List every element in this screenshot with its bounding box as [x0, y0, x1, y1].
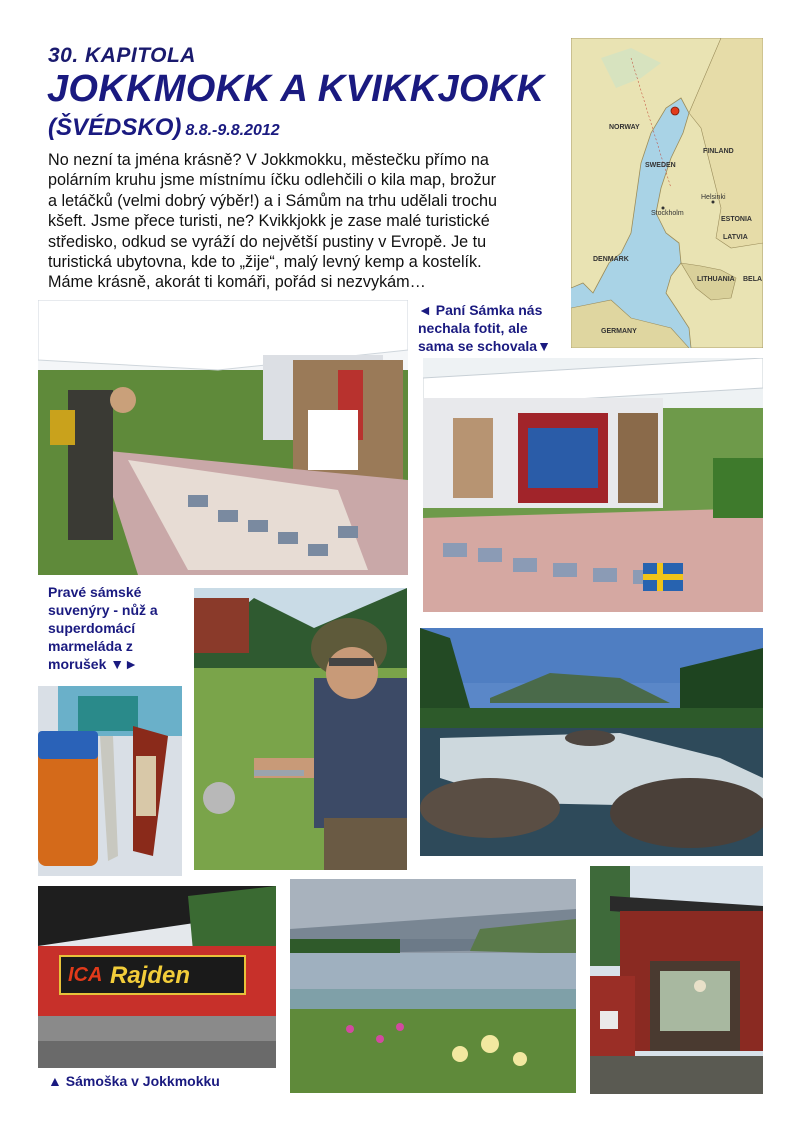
intro-line: Máme krásně, akorát ti komáři, pořád si nezvykám…: [48, 273, 426, 292]
photo-jam-and-knife: [38, 686, 182, 876]
photo-market-stall: [38, 300, 408, 575]
photo-lake-flowers: [290, 879, 576, 1093]
date-range: 8.8.-9.8.2012: [185, 122, 280, 139]
caption-souvenirs: Pravé sámské suvenýry - nůž a superdomácí marmeláda z morušek ▼►: [48, 584, 158, 672]
photo-store-sign: [38, 886, 276, 1068]
map-label-helsinki: Helsinki: [701, 194, 726, 201]
map-label-lithuania: LITHUANIA: [697, 276, 735, 283]
map-label-estonia: ESTONIA: [721, 216, 752, 223]
intro-line: polárním kruhu jsme místnímu íčku odlehčili o kila map, brožur: [48, 171, 497, 190]
map-label-bela: BELA: [743, 276, 763, 283]
map-label-norway: NORWAY: [609, 124, 640, 131]
intro-line: turistická ubytovna, kde to „žije“, malý levný kemp a kostelík.: [48, 253, 482, 272]
intro-line: kšeft. Jsme přece turisti, ne? Kvikkjokk je zase malé turistické: [48, 212, 490, 231]
caption-store: ▲ Sámoška v Jokkmokku: [48, 1073, 220, 1089]
map-label-sweden: SWEDEN: [645, 162, 676, 169]
photo-red-cabin: [590, 866, 763, 1094]
page-title: JOKKMOKK A KVIKKJOKK: [47, 68, 545, 110]
map-label-stockholm: Stockholm: [651, 210, 684, 217]
map-label-germany: GERMANY: [601, 328, 637, 335]
country-label: (ŠVÉDSKO): [48, 114, 182, 141]
intro-line: No nezní ta jména krásně? V Jokkmokku, městečku přímo na: [48, 151, 489, 169]
caption-samka: ◄ Paní Sámka nás nechala fotit, ale sama se schovala▼: [418, 302, 551, 354]
intro-line: a letáčků (velmi dobrý výběr!) a i Sámům na trhu udělali trochu: [48, 191, 497, 210]
photo-river-rapids: [420, 628, 763, 856]
map-label-finland: FINLAND: [703, 148, 734, 155]
chapter-number: 30. KAPITOLA: [48, 44, 196, 67]
intro-line: středisko, odkud se vyráží do největší pustiny v Evropě. Je tu: [48, 232, 487, 251]
store-name: Rajden: [110, 962, 191, 989]
photo-souvenir-table: [423, 358, 763, 612]
scandinavia-map: [571, 38, 763, 348]
map-label-latvia: LATVIA: [723, 234, 748, 241]
map-graphic: [571, 38, 763, 348]
location-marker-icon: [671, 107, 679, 115]
intro-paragraph: [48, 150, 574, 293]
page-subtitle: [48, 114, 280, 142]
photo-man-with-knife: [194, 588, 407, 870]
map-label-denmark: DENMARK: [593, 256, 629, 263]
store-brand: ICA: [68, 964, 103, 986]
